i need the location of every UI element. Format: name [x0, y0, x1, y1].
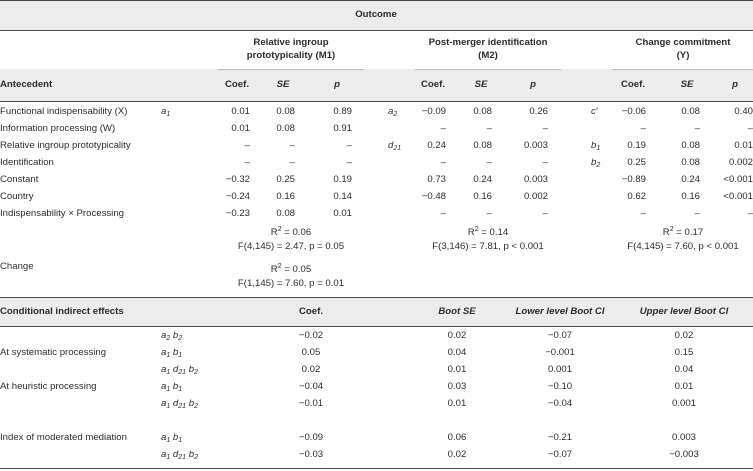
- cond-lower-ci: −0.10: [547, 381, 573, 392]
- y-coef: −0.89: [621, 174, 646, 185]
- y-se: –: [694, 123, 700, 134]
- m1-p: –: [346, 140, 352, 151]
- cond-coef: −0.09: [298, 432, 324, 443]
- y-se: 0.24: [681, 174, 700, 185]
- cond-coef: 0.05: [301, 347, 321, 358]
- outcome-title: Outcome: [355, 9, 397, 20]
- m1-coef: 0.01: [231, 106, 250, 117]
- m1-span-rule: [218, 69, 364, 70]
- row-label: Relative ingroup prototypicality: [0, 140, 131, 151]
- m1-se: 0.08: [276, 123, 295, 134]
- y-ftest: F(4,145) = 7.60, p < 0.001: [627, 241, 739, 252]
- m1-ftest: F(4,145) = 2.47, p = 0.05: [237, 241, 345, 252]
- m1-se: 0.25: [276, 174, 295, 185]
- y-p: 0.01: [734, 140, 753, 151]
- m1-coef: −0.23: [225, 208, 250, 219]
- top-rule: [0, 0, 753, 1]
- y-coef-head: Coef.: [621, 79, 645, 90]
- m2-p: 0.003: [523, 174, 548, 185]
- cond-row-symbol: $a_1$ $b_1$: [161, 381, 183, 393]
- m1-coef: –: [244, 140, 250, 151]
- m1-se-head: SE: [276, 79, 290, 90]
- m2-se: 0.08: [473, 106, 492, 117]
- cond-upper-ci: 0.15: [674, 347, 694, 358]
- m2-coef: 0.24: [427, 140, 446, 151]
- row-m2-symbol: $a_2$: [388, 106, 398, 118]
- row-label: Information processing (W): [0, 123, 116, 134]
- cond-boot-se: 0.04: [447, 347, 467, 358]
- y-span-rule: [612, 69, 753, 70]
- cond-coef-head: Coef.: [299, 306, 323, 317]
- m2-se-head: SE: [474, 79, 488, 90]
- m1-se: 0.08: [276, 208, 295, 219]
- cond-upper-ci: 0.04: [674, 364, 694, 375]
- cond-coef: −0.02: [298, 330, 324, 341]
- cond-lower-ci: −0.21: [547, 432, 573, 443]
- cond-boot-se: 0.02: [447, 330, 467, 341]
- y-title-line2: (Y): [676, 50, 690, 61]
- cond-row-symbol: $a_1$ $d_{21}$ $b_2$: [161, 398, 198, 410]
- cond-lower-ci: −0.07: [547, 449, 573, 460]
- cond-boot-se: 0.03: [447, 381, 467, 392]
- row-label: Identification: [0, 157, 54, 168]
- m2-coef: –: [440, 123, 446, 134]
- m1-coef: −0.32: [225, 174, 250, 185]
- m2-title-line1: Post-merger identification: [428, 37, 548, 48]
- m2-se: 0.24: [473, 174, 492, 185]
- cond-lower-ci: −0.04: [547, 398, 573, 409]
- y-p: –: [747, 123, 753, 134]
- m1-se: 0.16: [276, 191, 295, 202]
- m2-p: 0.26: [529, 106, 548, 117]
- m2-title-line2: (M2): [478, 50, 498, 61]
- m1-title-line1: Relative ingroup: [253, 37, 329, 48]
- y-title-line1: Change commitment: [635, 37, 731, 48]
- row-label: Functional indispensability (X): [0, 106, 128, 117]
- y-se-head: SE: [680, 79, 694, 90]
- m2-coef: –: [440, 157, 446, 168]
- m2-coef-head: Coef.: [421, 79, 445, 90]
- cond-row-label: At systematic processing: [0, 347, 107, 358]
- m1-p: 0.14: [333, 191, 352, 202]
- row-y-symbol: c′: [591, 106, 598, 117]
- cond-row-symbol: $a_1$ $b_1$: [161, 432, 183, 444]
- m2-p: –: [542, 123, 548, 134]
- m2-se: 0.16: [473, 191, 492, 202]
- m1-se: 0.08: [276, 106, 295, 117]
- row-y-symbol: $b_2$: [591, 157, 601, 169]
- conditional-title: Conditional indirect effects: [0, 306, 124, 317]
- cond-coef: −0.03: [298, 449, 324, 460]
- antecedent-header: Antecedent: [0, 79, 53, 90]
- m1-p: 0.89: [333, 106, 352, 117]
- m1-p: 0.01: [333, 208, 352, 219]
- m1-coef: 0.01: [231, 123, 250, 134]
- cond-row-label: Index of moderated mediation: [0, 432, 127, 443]
- cond-upper-ci: −0.003: [669, 449, 699, 460]
- y-se: 0.16: [681, 191, 700, 202]
- y-p: <0.001: [723, 191, 753, 202]
- y-coef: −0.06: [621, 106, 646, 117]
- m2-p: 0.002: [523, 191, 548, 202]
- row-y-symbol: $b_1$: [591, 140, 601, 152]
- m2-coef: −0.48: [421, 191, 446, 202]
- m2-p: 0.003: [523, 140, 548, 151]
- y-se: 0.08: [681, 140, 700, 151]
- section-rule: [0, 297, 753, 298]
- cond-row-symbol: $a_1$ $b_1$: [161, 347, 183, 359]
- row-label: Country: [0, 191, 34, 202]
- header-rule: [0, 101, 753, 102]
- y-p: –: [747, 208, 753, 219]
- cond-upper-head: Upper level Boot CI: [639, 306, 729, 317]
- cond-coef: −0.01: [298, 398, 324, 409]
- y-coef: –: [640, 208, 646, 219]
- cond-bootse-head: Boot SE: [438, 306, 476, 317]
- m2-se: –: [486, 157, 492, 168]
- change-r2: $R^2 = 0.05$: [270, 263, 312, 275]
- y-p: <0.001: [723, 174, 753, 185]
- cond-upper-ci: 0.001: [671, 398, 697, 409]
- m2-r2: $R^2 = 0.14$: [467, 226, 509, 238]
- cond-upper-ci: 0.02: [674, 330, 694, 341]
- cond-boot-se: 0.06: [447, 432, 467, 443]
- y-se: 0.08: [681, 157, 700, 168]
- cond-lower-head: Lower level Boot CI: [515, 306, 605, 317]
- m2-ftest: F(3,146) = 7.81, p < 0.001: [432, 241, 544, 252]
- y-p: 0.002: [728, 157, 753, 168]
- m2-se: –: [486, 208, 492, 219]
- cond-coef: −0.04: [298, 381, 324, 392]
- m2-se: 0.08: [473, 140, 492, 151]
- m2-span-rule: [415, 69, 561, 70]
- cond-boot-se: 0.01: [447, 364, 467, 375]
- m2-p: –: [542, 208, 548, 219]
- cond-lower-ci: −0.001: [545, 347, 575, 358]
- cond-lower-ci: 0.001: [547, 364, 573, 375]
- row-label: Constant: [0, 174, 39, 185]
- cond-row-symbol: $a_1$ $d_{21}$ $b_2$: [161, 449, 198, 461]
- cond-row-label: At heuristic processing: [0, 381, 97, 392]
- cond-boot-se: 0.02: [447, 449, 467, 460]
- m1-se: –: [289, 157, 295, 168]
- y-coef: 0.62: [627, 191, 646, 202]
- m1-p: –: [346, 157, 352, 168]
- y-r2: $R^2 = 0.17$: [662, 226, 704, 238]
- conditional-header-rule: [0, 326, 753, 327]
- m1-r2: $R^2 = 0.06$: [270, 226, 312, 238]
- cond-lower-ci: −0.07: [547, 330, 573, 341]
- m1-se: –: [289, 140, 295, 151]
- m2-coef: –: [440, 208, 446, 219]
- change-ftest: F(1,145) = 7.60, p = 0.01: [237, 278, 345, 289]
- y-coef: 0.25: [627, 157, 646, 168]
- cond-row-symbol: $a_2$ $b_2$: [161, 330, 183, 342]
- m1-coef: –: [244, 157, 250, 168]
- y-p: 0.40: [734, 106, 753, 117]
- row-m1-symbol: $a_1$: [161, 106, 171, 118]
- m2-se: –: [486, 123, 492, 134]
- m1-coef-head: Coef.: [225, 79, 249, 90]
- cond-upper-ci: 0.01: [674, 381, 694, 392]
- cond-coef: 0.02: [301, 364, 321, 375]
- m2-coef: 0.73: [427, 174, 446, 185]
- row-label: Indispensability × Processing: [0, 208, 124, 219]
- y-coef: –: [640, 123, 646, 134]
- m1-p-head: p: [334, 79, 340, 90]
- m1-p: 0.19: [333, 174, 352, 185]
- m2-coef: −0.09: [421, 106, 446, 117]
- m1-coef: −0.24: [225, 191, 250, 202]
- change-label: Change: [0, 261, 34, 272]
- bottom-rule: [0, 468, 753, 469]
- m2-p-head: p: [530, 79, 536, 90]
- y-coef: 0.19: [627, 140, 646, 151]
- m1-p: 0.91: [333, 123, 352, 134]
- m1-title-line2: prototypicality (M1): [246, 50, 336, 61]
- y-se: –: [694, 208, 700, 219]
- y-p-head: p: [732, 79, 738, 90]
- y-se: 0.08: [681, 106, 700, 117]
- row-m2-symbol: $d_{21}$: [388, 140, 402, 152]
- cond-boot-se: 0.01: [447, 398, 467, 409]
- cond-upper-ci: 0.003: [671, 432, 697, 443]
- cond-row-symbol: $a_1$ $d_{21}$ $b_2$: [161, 364, 198, 376]
- m2-p: –: [542, 157, 548, 168]
- outcome-rule: [0, 30, 753, 31]
